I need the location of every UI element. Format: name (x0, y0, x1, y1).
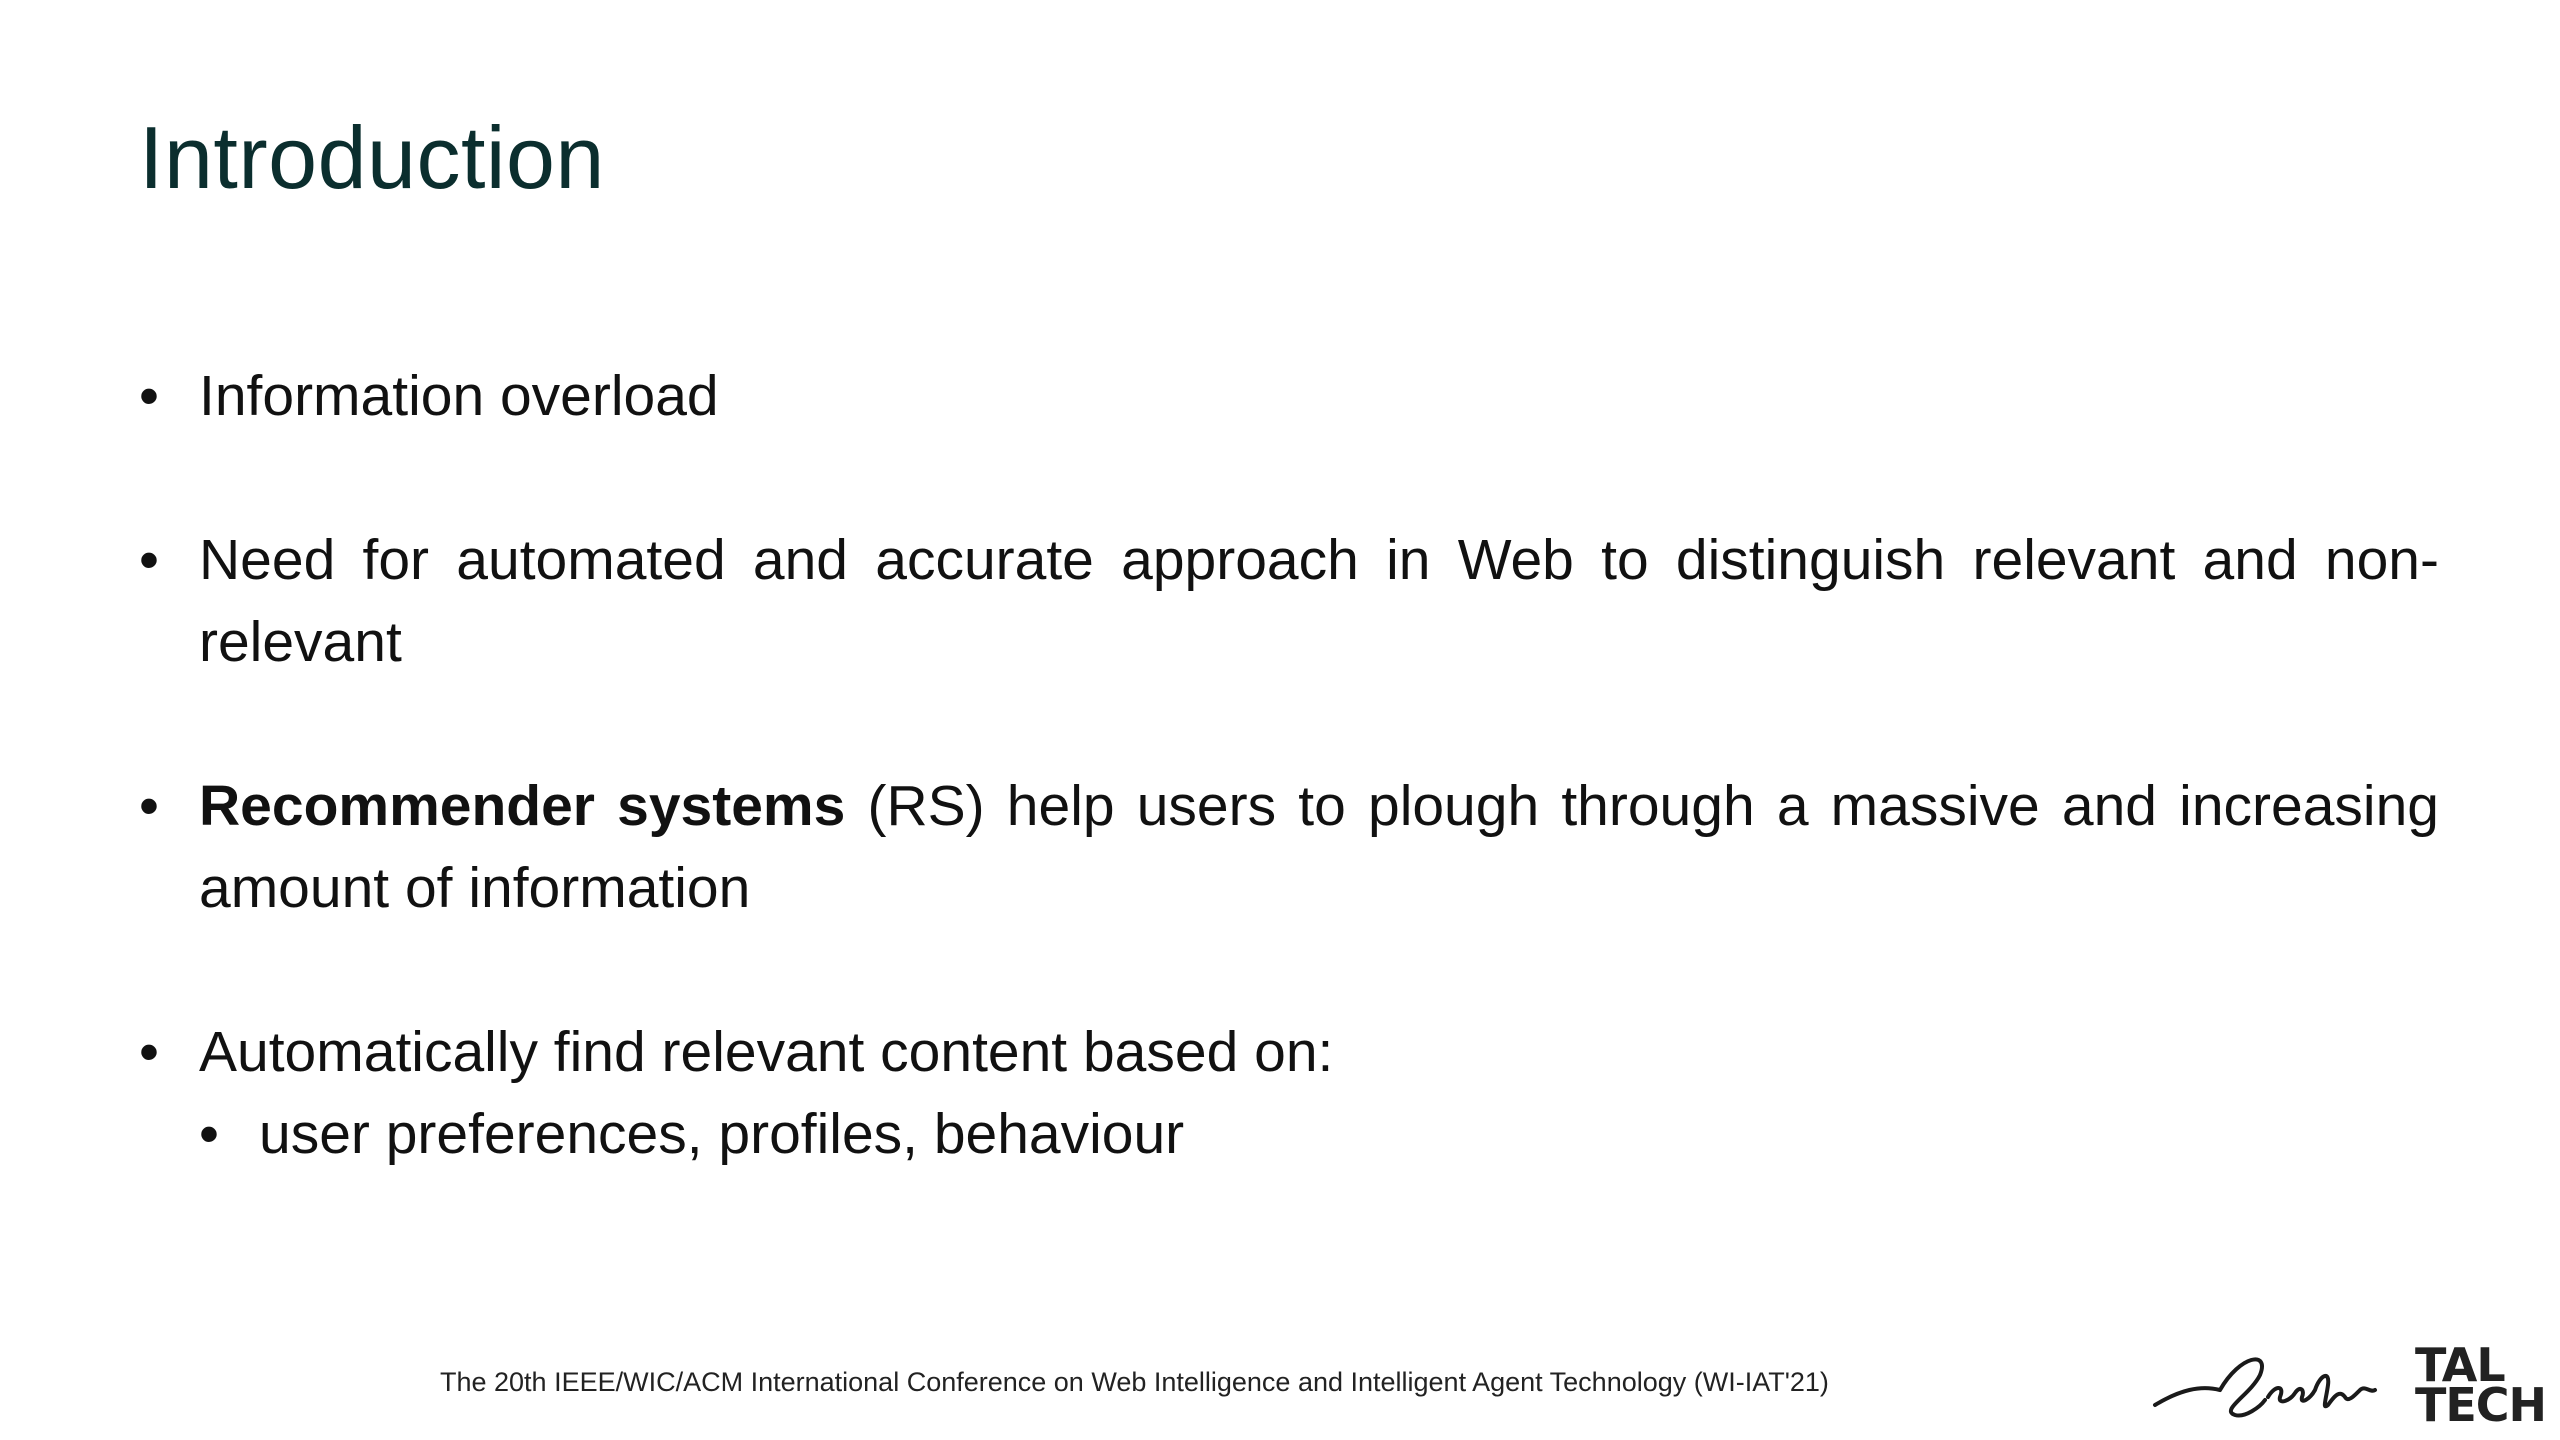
sub-bullet-item (199, 1093, 2439, 1175)
bullet-bold-term: Recommender systems (199, 774, 846, 838)
sub-bullet-text: user preferences, profiles, behaviour (259, 1102, 1185, 1166)
bullet-list (139, 355, 2439, 1175)
slide-title: Introduction (139, 108, 605, 207)
bullet-item (139, 519, 2439, 683)
bullet-text: Automatically find relevant content based on: (199, 1020, 1334, 1084)
bullet-item (139, 1011, 2439, 1175)
taltech-logo-line2: TECH (2415, 1378, 2547, 1432)
bullet-item (139, 765, 2439, 929)
bullet-item (139, 355, 2439, 437)
bullet-text: Need for automated and accurate approach in Web to distinguish relevant and non-relevant (199, 528, 2439, 674)
erasmus-logo (2150, 1335, 2400, 1425)
bullet-dot: • (139, 364, 159, 428)
taltech-logo-line1: TAL (2415, 1338, 2505, 1392)
bullet-text: Information overload (199, 364, 719, 428)
bullet-dot: • (139, 528, 159, 592)
bullet-dot: • (139, 774, 159, 838)
bullet-dot: • (139, 1020, 159, 1084)
bullet-text: (RS) help users to plough through a massive and increasing amount of information (199, 774, 2439, 920)
sub-bullet-list (199, 1093, 2439, 1175)
sub-bullet-dot: • (199, 1102, 219, 1166)
taltech-logo (2415, 1338, 2555, 1435)
footer-conference: The 20th IEEE/WIC/ACM International Conference on Web Intelligence and Intelligent Agent Technology (WI-IAT'21) (440, 1367, 1829, 1397)
